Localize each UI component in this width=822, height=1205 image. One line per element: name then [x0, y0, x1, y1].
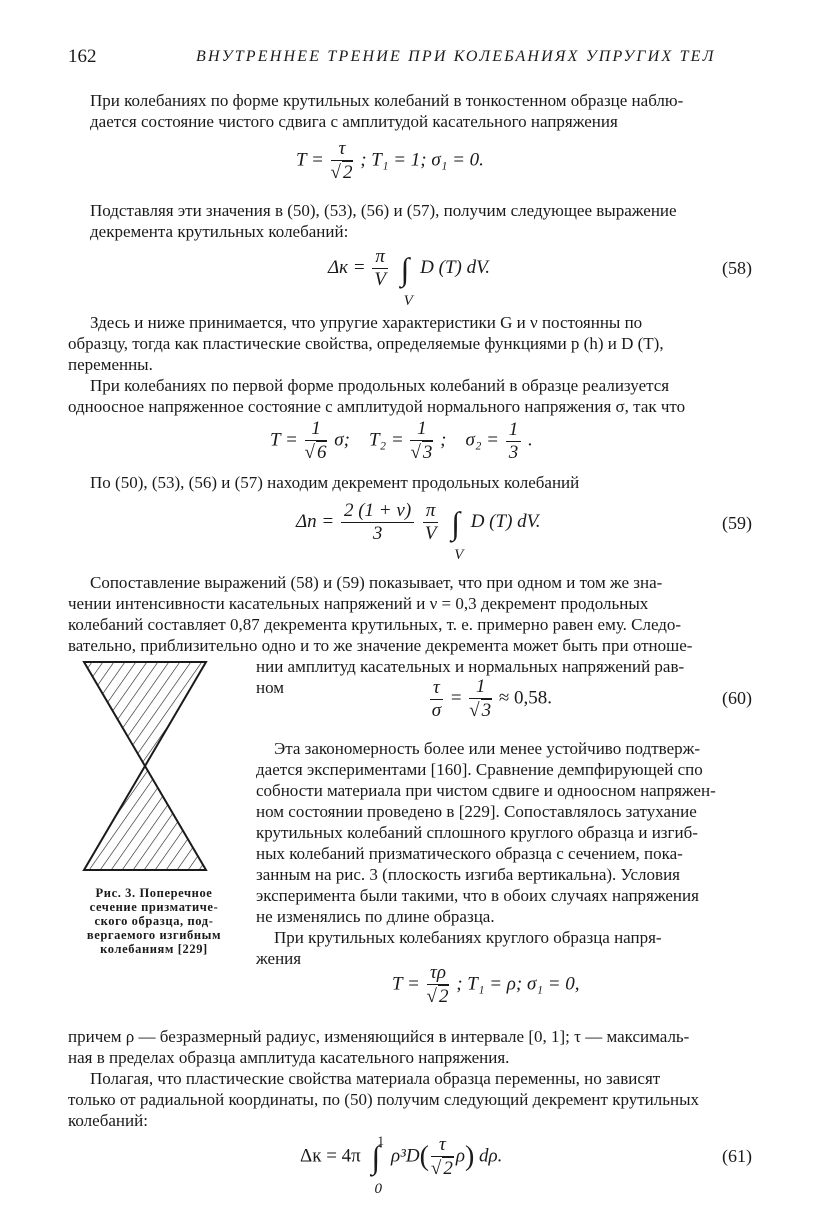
eq-c-lhs: T = [392, 973, 420, 995]
eq-c-denominator: √ 2 [426, 986, 449, 1007]
eq60-number: (60) [722, 688, 752, 708]
paragraph-7-line-8: эксперимента были такими, что в обоих случаях напряжения [256, 886, 699, 905]
eq58-number: (58) [722, 258, 752, 278]
eq58-lhs: Δк = [328, 256, 366, 278]
equation-59 [296, 500, 541, 563]
eq60-radicand: 3 [481, 700, 492, 721]
eq61-tail: dρ. [479, 1145, 503, 1167]
running-title: ВНУТРЕННЕЕ ТРЕНИЕ ПРИ КОЛЕБАНИЯХ УПРУГИХ ТЕЛ [196, 48, 716, 65]
eq58-numerator: π [372, 246, 388, 269]
eq-c-numerator: τρ [427, 962, 450, 985]
eq61-left-paren: ( [419, 1141, 429, 1172]
paragraph-7-line-6: ных колебаний призматического образца с сечением, пока- [256, 844, 683, 863]
paragraph-1-line-2: дается состояние чистого сдвига с амплитудой касательного напряжения [90, 112, 618, 131]
equation-58 [328, 246, 491, 309]
caption-line-4: вергаемого изгибным [86, 928, 222, 942]
paragraph-9-line-1: причем ρ — безразмерный радиус, изменяющийся в интервале [0, 1]; τ — максималь- [68, 1027, 690, 1046]
eq-b-s2-fraction [506, 419, 522, 464]
eq60-approx: ≈ 0,58. [498, 687, 553, 709]
eq59-fraction-2 [423, 500, 439, 545]
eq61-post: ρ [455, 1145, 465, 1167]
paragraph-8-line-1: При крутильных колебаниях круглого образца напря- [274, 928, 662, 947]
eq61-integral-upper: 1 [377, 1133, 385, 1148]
eq60-numerator-2: 1 [469, 676, 492, 699]
paragraph-7-line-4: ном состоянии проведено в [229]. Сопоставлялось затухание [256, 802, 697, 821]
eq61-lhs: Δк = 4π [300, 1145, 361, 1167]
figure-caption [82, 886, 226, 956]
eq61-fraction [431, 1134, 454, 1180]
paragraph-3-line-2: образцу, тогда как пластические свойства, определяемые функциями p (h) и D (T), [68, 334, 664, 353]
eq-b-s2-lhs: σ₂ = [465, 429, 499, 451]
eq59-integral-lower: V [454, 546, 464, 563]
eq58-integrand: D (T) dV. [420, 256, 491, 278]
eq-b-s2-denominator: 3 [508, 441, 519, 463]
figure-upper-triangle [84, 662, 206, 766]
eq61-numerator: τ [431, 1134, 454, 1157]
paragraph-7-line-3: собности материала при чистом сдвиге и одноосном напряжен- [256, 781, 716, 800]
equation-61 [300, 1133, 503, 1197]
paragraph-10-line-3: колебаний: [68, 1111, 148, 1130]
eq-b-t-lhs: T = [270, 429, 298, 451]
eq58-integral-sign: ∫ V [401, 253, 410, 285]
paragraph-5-line-1: По (50), (53), (56) и (57) находим декремент продольных колебаний [90, 473, 580, 492]
paragraph-2-line-1: Подставляя эти значения в (50), (53), (56) и (57), получим следующее выражение [90, 201, 677, 220]
equation-uniaxial [270, 418, 533, 464]
eq-b-t-tail: σ; [334, 429, 350, 451]
equation-circular-torsion [392, 962, 580, 1008]
eq-b-t2-radicand: 3 [422, 442, 433, 463]
paragraph-7-line-2: дается экспериментами [160]. Сравнение демпфирующей спо [256, 760, 703, 779]
eq-a-radicand: 2 [342, 162, 353, 183]
eq-b-t-fraction [305, 418, 328, 464]
paragraph-4-line-2: одноосное напряженное состояние с амплитудой нормального напряжения σ, так что [68, 397, 686, 416]
page-number: 162 [68, 46, 97, 67]
eq61-right-paren: ) [464, 1141, 475, 1172]
eq61-radicand: 2 [443, 1158, 453, 1179]
eq-b-t-radicand: 6 [316, 442, 327, 463]
eq59-fraction-1 [341, 500, 414, 545]
paragraph-2-line-2: декремента крутильных колебаний: [90, 222, 349, 241]
eq-b-t-numerator: 1 [305, 418, 328, 441]
eq61-integral-sign: ∫ 1 0 [372, 1141, 381, 1173]
paragraph-10-line-1: Полагая, что пластические свойства материала образца переменны, но зависят [90, 1069, 661, 1088]
eq58-fraction [372, 246, 388, 291]
paragraph-8-line-2: жения [256, 949, 302, 968]
paragraph-6-line-5: нии амплитуд касательных и нормальных напряжений рав- [256, 657, 685, 676]
eq60-fraction-1 [430, 677, 443, 722]
eq-c-fraction [427, 962, 450, 1008]
paragraph-6-line-3: колебаний составляет 0,87 декремента крутильных, т. е. примерно равен ему. Следо- [68, 615, 682, 634]
eq59-numerator-1: 2 (1 + ν) [341, 500, 414, 523]
paragraph-9-line-2: ная в пределах образца амплитуда касательного напряжения. [68, 1048, 510, 1067]
eq-b-t-denominator: √ 6 [304, 442, 327, 463]
paragraph-4-line-1: При колебаниях по первой форме продольных колебаний в образце реализуется [90, 376, 670, 395]
caption-line-5: колебаниям [229] [100, 942, 208, 956]
caption-line-3: ского образца, под- [94, 914, 214, 928]
eq60-denominator-2: √ 3 [469, 700, 492, 721]
eq-a-denominator: √ 2 [330, 162, 353, 183]
eq60-numerator-1: τ [430, 677, 443, 700]
paragraph-7-line-1: Эта закономерность более или менее устойчиво подтверж- [274, 739, 701, 758]
eq58-integral-lower: V [403, 292, 413, 309]
figure-cross-section [82, 660, 208, 872]
eq59-numerator-2: π [423, 500, 439, 523]
eq-c-radicand: 2 [438, 986, 449, 1007]
paragraph-6-line-4: вательно, приблизительно одно и то же значение декремента может быть при отноше- [68, 636, 693, 655]
paragraph-10-line-2: только от радиальной координаты, по (50) получим следующий декремент крутильных [68, 1090, 700, 1109]
eq-a-rest: ; T₁ = 1; σ₁ = 0. [360, 149, 484, 171]
eq61-integral-lower: 0 [374, 1181, 383, 1197]
eq58-denominator: V [374, 269, 386, 290]
figure-lower-triangle [84, 766, 206, 870]
eq-b-t2-tail: ; [440, 429, 447, 451]
equation-60 [428, 676, 552, 722]
caption-line-1: Рис. 3. Поперечное [95, 886, 213, 900]
eq60-equals: = [449, 687, 463, 709]
eq60-denominator-1: σ [431, 699, 442, 721]
eq-a-fraction [331, 138, 354, 184]
eq59-integral-sign: ∫ V [451, 507, 460, 539]
eq-c-rest: ; T₁ = ρ; σ₁ = 0, [456, 973, 580, 995]
paragraph-6-line-2: чении интенсивности касательных напряжений и ν = 0,3 декремент продольных [68, 594, 649, 613]
paragraph-6-line-1: Сопоставление выражений (58) и (59) показывает, что при одном и том же зна- [90, 573, 663, 592]
eq59-denominator-1: 3 [372, 523, 383, 544]
eq-b-t2-lhs: T₂ = [368, 429, 404, 451]
eq61-denominator: √ 2 [430, 1158, 453, 1179]
paragraph-3-line-3: переменны. [68, 355, 153, 374]
paragraph-3-line-1: Здесь и ниже принимается, что упругие характеристики G и ν постоянны по [90, 313, 643, 332]
eq-a-numerator: τ [331, 138, 354, 161]
eq60-fraction-2 [469, 676, 492, 722]
eq-b-t2-fraction [410, 418, 433, 464]
paragraph-6-line-6: ном [256, 678, 285, 697]
eq61-pre: ρ³D [391, 1145, 420, 1167]
equation-pure-shear [296, 138, 484, 184]
eq61-number: (61) [722, 1146, 752, 1166]
caption-line-2: сечение призматиче- [89, 900, 219, 914]
eq-b-s2-numerator: 1 [506, 419, 522, 442]
eq-a-lhs: T = [296, 149, 324, 171]
eq59-denominator-2: V [424, 523, 437, 544]
paragraph-7-line-5: крутильных колебаний сплошного круглого образца и изгиб- [256, 823, 698, 842]
paragraph-1-line-1: При колебаниях по форме крутильных колебаний в тонкостенном образце наблю- [90, 91, 684, 110]
eq-b-s2-tail: . [528, 429, 533, 451]
eq59-integrand: D (T) dV. [470, 510, 541, 532]
eq59-number: (59) [722, 513, 752, 533]
paragraph-7-line-9: не изменялись по длине образца. [256, 907, 495, 926]
eq-b-t2-denominator: √ 3 [410, 442, 433, 463]
eq59-lhs: Δп = [296, 510, 335, 532]
eq-b-t2-numerator: 1 [410, 418, 433, 441]
paragraph-7-line-7: занным на рис. 3 (плоскость изгиба вертикальна). Условия [256, 865, 680, 884]
